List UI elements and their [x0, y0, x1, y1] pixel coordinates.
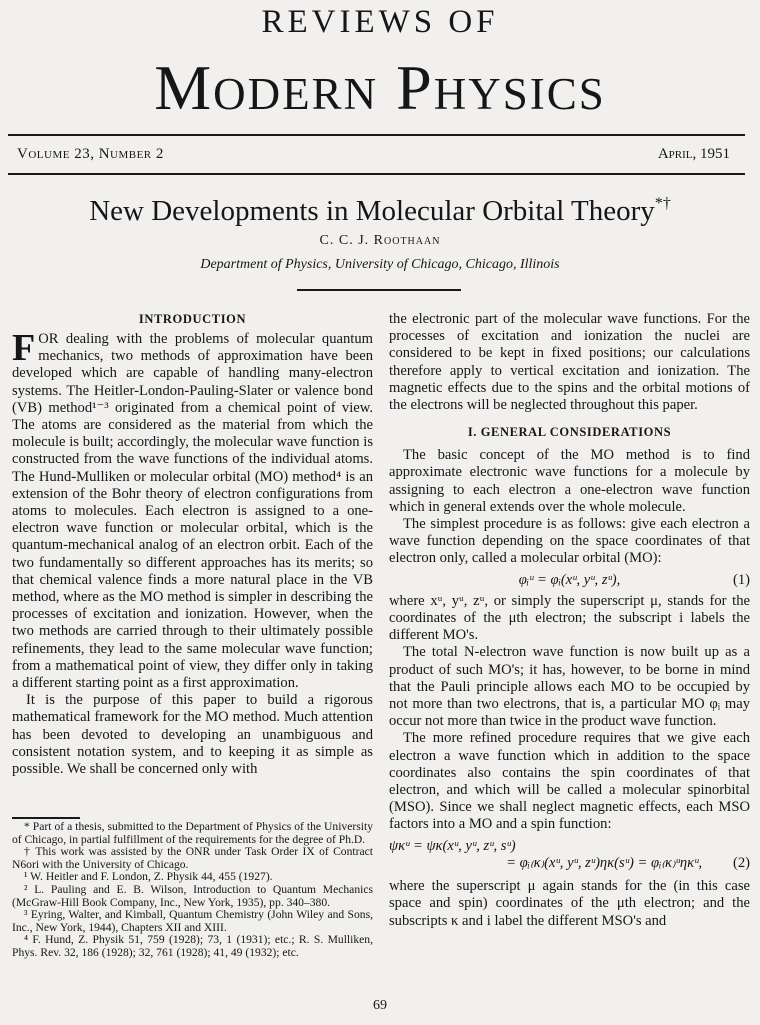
article-title-text: New Developments in Molecular Orbital Theory [89, 195, 655, 227]
footnote-onr: † This work was assisted by the ONR under Task Order IX of Contract N6ori with the University of Chicago. [12, 845, 373, 871]
intro-paragraph-1-text: OR dealing with the problems of molecular quantum mechanics, two methods of approximation have been developed which are capable of handling many-electron systems. The Heitler-London-Pauling-Slater or valence bond (VB) method¹⁻³ originated from a chemical point of view. The atoms are considered as the material from which the molecule is built; accordingly, the molecular wave function is constructed from the wave functions of the individual atoms. The Hund-Mulliken or molecular orbital (MO) method⁴ is an extension of the Bohr theory of electron configurations from atoms to molecules. Each electron is assigned to a one-electron wave function or molecular orbital, which is the quantum-mechanical analog of an electron orbit. Each of the two fundamentally so different approaches has its merits; so that chemical valence finds a more natural place in the VB method, where as the MO method is simpler in describing the processes of excitation and ionization. However, when the two methods are carried through to their ultimately possible refinements, they lead to the same molecular wave function; from a mathematical point of view, they differ only in taking a different starting point as a first approximation. [12, 331, 373, 692]
equation-1 [389, 572, 750, 589]
drop-cap: F [12, 327, 36, 369]
general-paragraph-5: The more refined procedure requires that we give each electron a wave function which in addition to the space coordinates also contains the spin coordinates of that electron, and which will be called a molecular spinorbital (MSO). Since we shall neglect magnetic effects, each MSO factors into a MO and a spin function: [389, 730, 750, 833]
footnote-rule [12, 817, 80, 819]
intro-paragraph-2: It is the purpose of this paper to build a rigorous mathematical framework for the MO method. Much attention has been devoted to developing an unambiguous and consistent notation system, and to keeping it as simple as possible. We shall be concerned only with [12, 692, 373, 778]
issue-volume-number: Volume 23, Number 2 [17, 146, 164, 162]
equation-1-number: (1) [732, 571, 750, 588]
article-author [0, 233, 760, 249]
general-paragraph-3: where xᵘ, yᵘ, zᵘ, or simply the superscript μ, stands for the coordinates of the μth electron; the subscript i labels the different MO's. [389, 592, 750, 644]
title-separator-rule [297, 289, 461, 291]
footnote-ref-3: ³ Eyring, Walter, and Kimball, Quantum Chemistry (John Wiley and Sons, Inc., New York, 1944), Chapters XII and XIII. [12, 908, 373, 934]
equation-2-body: = φᵢ₍κ₎(xᵘ, yᵘ, zᵘ)ηκ(sᵘ) = φᵢ₍κ₎ᵘηκᵘ, [506, 854, 702, 871]
general-paragraph-6: where the superscript μ again stands for the (in this case space and spin) coordinates of the μth electron; and the subscripts κ and i label the different MSO's and [389, 878, 750, 929]
general-paragraph-2: The simplest procedure is as follows: give each electron a wave function depending on the space coordinates of that electron only, called a molecular orbital (MO): [389, 516, 750, 567]
footnote-ref-2: ² L. Pauling and E. B. Wilson, Introduction to Quantum Mechanics (McGraw-Hill Book Company, Inc., New York, 1935), pp. 340–380. [12, 882, 373, 909]
footnote-ref-4: ⁴ F. Hund, Z. Physik 51, 759 (1928); 73, 1 (1931); etc.; R. S. Mulliken, Phys. Rev. 32, 186 (1928); 32, 761 (1928); 41, 49 (1932); etc. [12, 933, 373, 959]
footnote-thesis: * Part of a thesis, submitted to the Department of Physics of the University of Chicago, in partial fulfillment of the requirements for the degree of Ph.D. [12, 820, 373, 846]
equation-2-number: (2) [732, 854, 750, 871]
page-number: 69 [373, 998, 387, 1013]
section-heading-introduction: INTRODUCTION [138, 312, 247, 326]
equation-1-body: φᵢᵘ = φᵢ(xᵘ, yᵘ, zᵘ), [518, 571, 621, 588]
article-title [0, 186, 760, 229]
issue-date: April, 1951 [657, 146, 730, 162]
equation-2-line-2 [389, 855, 750, 872]
section-heading-general-considerations: I. GENERAL CONSIDERATIONS [467, 425, 672, 440]
right-column [389, 311, 750, 930]
masthead-rule-bottom [8, 173, 745, 175]
intro-paragraph-continued: the electronic part of the molecular wave functions. For the processes of excitation and ionization the nuclei are considered to be kept in fixed positions; our calculations therefore apply to vertical excitation and ionization. The magnetic effects due to the spins and the orbital motions of the electrons will be neglected throughout this paper. [389, 311, 750, 414]
title-footnote-marks: *† [654, 195, 671, 212]
equation-2-line-1: ψκᵘ = ψκ(xᵘ, yᵘ, zᵘ, sᵘ) [389, 837, 516, 854]
footnote-ref-1: ¹ W. Heitler and F. London, Z. Physik 44, 455 (1927). [24, 870, 273, 884]
footnotes [12, 821, 373, 960]
general-paragraph-4: The total N-electron wave function is now built up as a product of such MO's; it has, however, to be borne in mind that the Pauli principle allows each MO to be occupied by not more than two electrons, that is, a particular MO φᵢ may occur not more than twice in the product wave function. [389, 644, 750, 730]
left-column [12, 311, 373, 778]
masthead-rule-top [8, 134, 745, 136]
author-name: C. C. J. Roothaan [319, 233, 441, 248]
author-affiliation: Department of Physics, University of Chicago, Chicago, Illinois [200, 257, 560, 272]
journal-name-line2: Modern Physics [154, 52, 606, 123]
journal-name-line1: REVIEWS OF [261, 4, 499, 40]
general-paragraph-1: The basic concept of the MO method is to find approximate electronic wave functions for a molecule by assigning to each electron a one-electron wave function which in general extends over the whole molecule. [389, 447, 750, 515]
intro-paragraph-1 [12, 327, 373, 692]
